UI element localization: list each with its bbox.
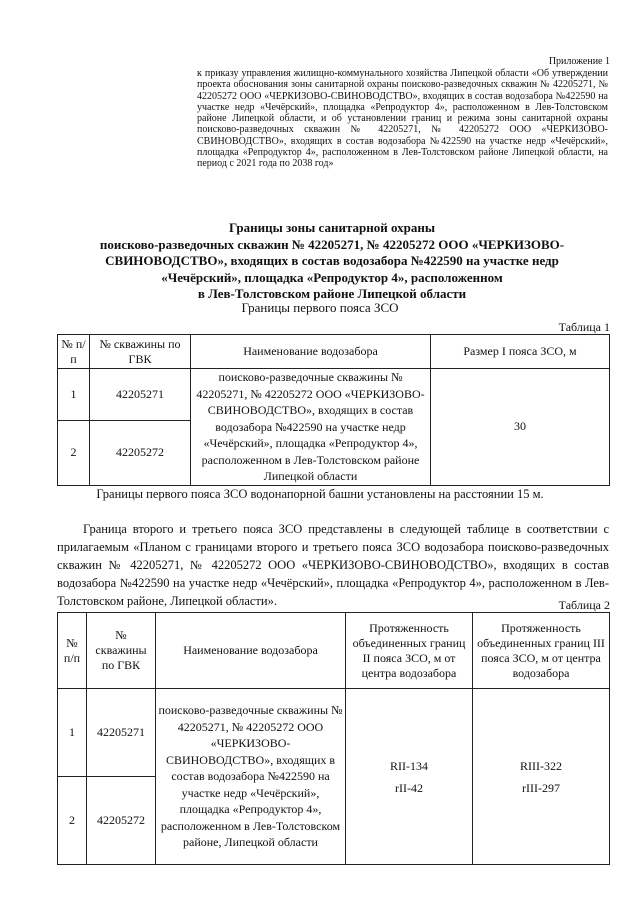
table2-header-zone2: Протяженность объединенных границ II пояса ЗСО, м от центра водозабора — [346, 613, 473, 689]
heading-line-1: Границы зоны санитарной охраны — [228, 220, 436, 235]
table1-label: Таблица 1 — [558, 320, 610, 334]
paragraph-zone1-tower: Границы первого пояса ЗСО водонапорной башни установлены на расстоянии 15 м. — [96, 487, 544, 501]
document-heading — [50, 220, 614, 303]
table2-zone3-inner: rIII-297 — [522, 780, 560, 795]
table1-row1-num: 1 — [58, 369, 90, 421]
appendix-text: к приказу управления жилищно-коммунального хозяйства Липецкой области «Об утверждении проекта обоснования зоны санитарной охраны поисково-разведочных скважин № 42205271, № 42205272 ООО «ЧЕРКИЗОВО-СВИНОВОДСТВО», входящих в состав водозабора №422590 на участке недр «Чечёрский», площадка «Репродуктор 4», расположенном в Лев-Толстовском районе Липецкой области, и об установлении границ и режима зоны санитарной охраны поисково-разведочных скважин № 42205271, № 42205272 ООО «ЧЕРКИЗОВО-СВИНОВОДСТВО», входящих в состав водозабора №422590 на участке недр «Чечёрский», площадка «Репродуктор 4», расположенном в Лев-Толстовском районе Липецкой области, на период с 2021 года по 2038 год» — [197, 68, 608, 170]
table2-header-well: № скважины по ГВК — [87, 613, 156, 689]
table1-size: 30 — [431, 369, 610, 486]
heading-line-2: поисково-разведочных скважин № 42205271, № 42205272 ООО «ЧЕРКИЗОВО- — [99, 236, 565, 252]
table1-header-well: № скважины по ГВК — [90, 335, 191, 369]
table1-header-intake: Наименование водозабора — [191, 335, 431, 369]
table2-header-intake: Наименование водозабора — [156, 613, 346, 689]
table1 — [57, 334, 610, 486]
table2-zone3-outer: RIII-322 — [520, 758, 562, 773]
table2-header-num: № п/п — [58, 613, 87, 689]
table2-zone3-values — [473, 689, 610, 865]
heading-line-3: СВИНОВОДСТВО», входящих в состав водозабора №422590 на участке недр — [105, 253, 559, 268]
table2-zone2-outer: RII-134 — [390, 758, 428, 773]
table2-header-zone3: Протяженность объединенных границ III пояса ЗСО, м от центра водозабора — [473, 613, 610, 689]
table1-header-num: № п/п — [58, 335, 90, 369]
table1-row1-well: 42205271 — [90, 369, 191, 421]
table1-row2-well: 42205272 — [90, 420, 191, 485]
paragraph-zone23: Граница второго и третьего пояса ЗСО представлены в следующей таблице в соответствии с прилагаемым «Планом с границами второго и третьего пояса ЗСО водозабора поисково-разведочных скважин № 42205271, № 42205272 ООО «ЧЕРКИЗОВО-СВИНОВОДСТВО», входящих в состав водозабора №422590 на участке недр «Чечёрский», площадка «Репродуктор 4», расположенном в Лев-Толстовском районе, Липецкой области». — [57, 522, 609, 608]
table-row — [58, 689, 610, 777]
table2-row1-well: 42205271 — [87, 689, 156, 777]
heading-line-4: «Чечёрский», площадка «Репродуктор 4», расположенном — [161, 269, 503, 285]
table2-row1-num: 1 — [58, 689, 87, 777]
table2-zone2-inner: rII-42 — [395, 780, 423, 795]
table1-row2-num: 2 — [58, 420, 90, 485]
appendix-title: Приложение 1 — [548, 56, 610, 67]
table2 — [57, 612, 610, 865]
table2-row2-well: 42205272 — [87, 777, 156, 865]
table-row — [58, 369, 610, 421]
zone1-title: Границы первого пояса ЗСО — [241, 300, 399, 315]
table2-label: Таблица 2 — [558, 598, 610, 612]
table2-row2-num: 2 — [58, 777, 87, 865]
table1-intake-name: поисково-разведочные скважины № 42205271, № 42205272 ООО «ЧЕРКИЗОВО-СВИНОВОДСТВО», входящих в состав водозабора №422590 на участке недр «Чечёрский», площадка «Репродуктор 4», расположенном в Лев-Толстовском районе Липецкой области — [191, 369, 431, 486]
table2-zone2-values — [346, 689, 473, 865]
table1-header-size: Размер I пояса ЗСО, м — [431, 335, 610, 369]
table2-intake-name: поисково-разведочные скважины № 42205271, № 42205272 ООО «ЧЕРКИЗОВО-СВИНОВОДСТВО», входящих в состав водозабора №422590 на участке недр «Чечёрский», площадка «Репродуктор 4», расположенном в Лев-Толстовском районе, Липецкой области — [156, 689, 346, 865]
heading-line-5: в Лев-Толстовском районе Липецкой области — [197, 286, 467, 301]
